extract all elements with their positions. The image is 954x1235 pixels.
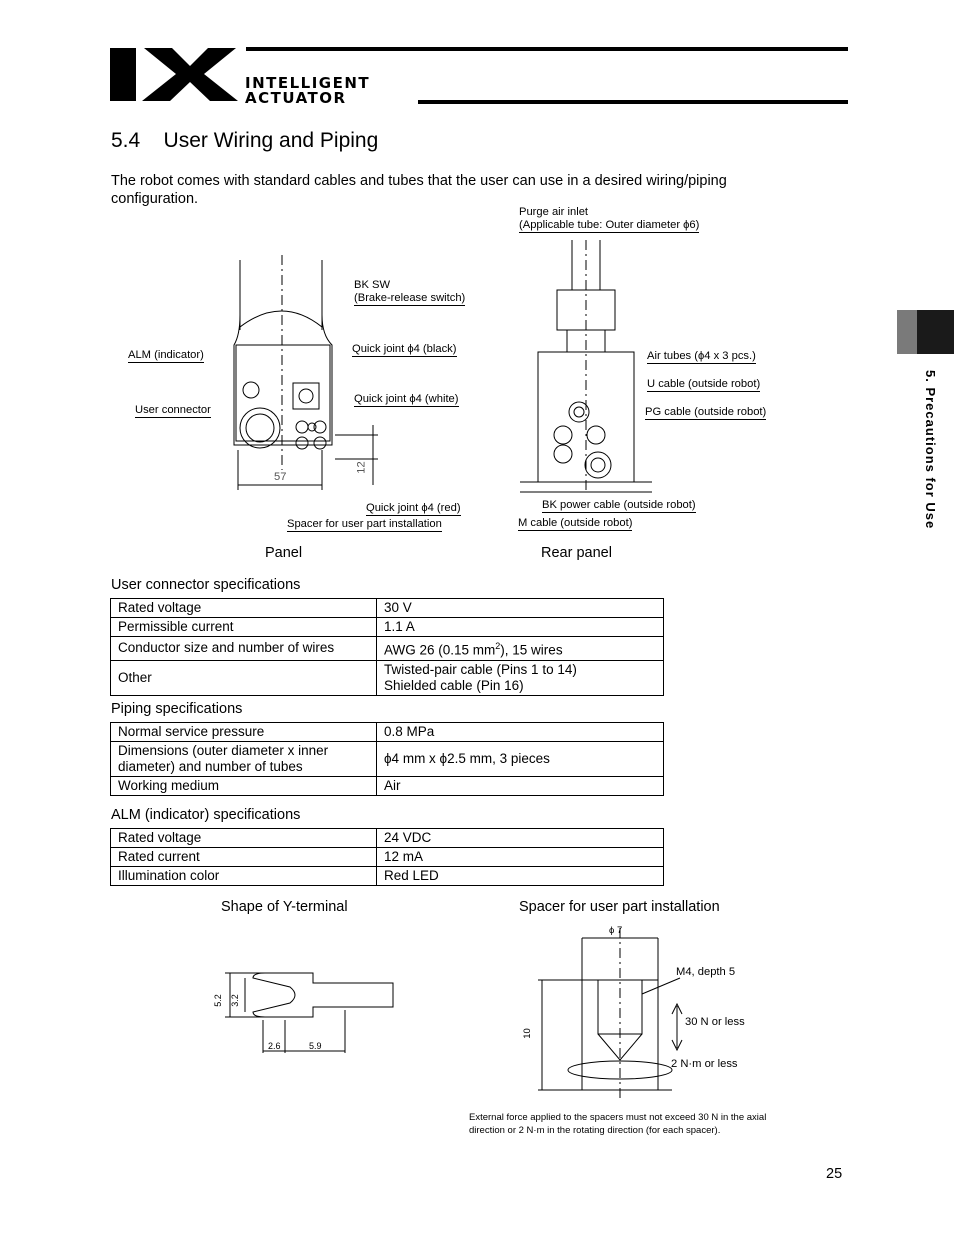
dim-57: 57 [274,471,287,483]
table-row [111,829,664,848]
table-row [111,660,664,695]
table-row [111,618,664,637]
spec-value: ϕ4 mm x ϕ2.5 mm, 3 pieces [377,742,664,777]
spec-key: Normal service pressure [111,723,377,742]
dim-5-2: 5.2 [212,994,223,1007]
spacer-caption: Spacer for user part installation [519,899,720,915]
spec-key-line: Dimensions (outer diameter x inner [118,743,329,758]
intro-paragraph: The robot comes with standard cables and tubes that the user can use in a desired wiring/piping configuration. [111,173,727,207]
quick-joint-white-label: Quick joint ϕ4 (white) [354,393,459,405]
side-tab-shade [897,310,919,354]
phi-7-label: ϕ 7 [609,925,623,936]
spec-key: Rated current [111,848,377,867]
spec-value [377,637,664,661]
side-tab-marker [917,310,954,354]
air-tubes-label: Air tubes (ϕ4 x 3 pcs.) [647,350,756,362]
alm-label: ALM (indicator) [128,349,204,361]
spec-value-line: Twisted-pair cable (Pins 1 to 14) [384,661,577,677]
spec-value [377,660,664,695]
table-row [111,867,664,886]
purge-air-label [519,206,699,233]
dim-12: 12 [355,461,368,474]
side-tab-label: 5. Precautions for Use [923,370,938,530]
force-limit-label: 30 N or less [685,1016,745,1028]
m4-depth-label: M4, depth 5 [676,966,736,978]
purge-air-desc: (Applicable tube: Outer diameter ϕ6) [519,219,700,231]
spec-value: 24 VDC [377,829,664,848]
logo-line-2: ACTUATOR [245,89,347,107]
pg-cable-label: PG cable (outside robot) [645,406,767,418]
alm-specs-table [110,828,664,886]
page-number: 25 [826,1166,843,1182]
spec-value: Red LED [377,867,664,886]
rear-panel-caption: Rear panel [541,545,612,561]
user-connector-specs-table [110,598,664,696]
quick-joint-black-label: Quick joint ϕ4 (black) [352,343,457,355]
alm-specs-title: ALM (indicator) specifications [111,807,301,823]
spacer-note: External force applied to the spacers must not exceed 30 N in the axial direction or 2 N·m in the rotating direction (for each spacer). [469,1112,767,1136]
dim-2-6: 2.6 [268,1041,281,1051]
piping-specs-table [110,722,664,796]
spec-value: Air [377,777,664,796]
dim-5-9: 5.9 [309,1041,322,1051]
header-rule-bottom [418,100,848,104]
table-row [111,848,664,867]
spec-value: 12 mA [377,848,664,867]
dim-3-2: 3.2 [229,994,240,1007]
ix-logo [110,44,250,104]
rear-panel-drawing [515,240,715,500]
spec-value: 30 V [377,599,664,618]
spec-value-pre: AWG 26 (0.15 mm [384,642,496,658]
bk-sw-label [354,279,465,306]
torque-limit-label: 2 N·m or less [671,1058,738,1070]
spec-value-post: ), 15 wires [500,642,563,658]
spec-key: Illumination color [111,867,377,886]
table-row [111,637,664,661]
bk-sw-desc: (Brake-release switch) [354,292,466,304]
spec-key: Rated voltage [111,829,377,848]
panel-caption: Panel [265,545,303,561]
bk-power-cable-label: BK power cable (outside robot) [542,499,696,511]
u-cable-label: U cable (outside robot) [647,378,761,390]
header-rule-top [246,47,848,51]
bk-sw-title: BK SW [354,279,391,291]
spec-value-sup: 2 [495,641,501,651]
spec-key: Other [111,660,377,695]
spacer-label: Spacer for user part installation [287,518,442,530]
spec-key-line: diameter) and number of tubes [118,759,303,774]
table-row [111,777,664,796]
spec-key: Working medium [111,777,377,796]
spec-key [111,742,377,777]
table-row [111,742,664,777]
spec-value: 0.8 MPa [377,723,664,742]
spec-key: Permissible current [111,618,377,637]
section-title: 5.4 User Wiring and Piping [111,129,379,152]
table-row [111,599,664,618]
m-cable-label: M cable (outside robot) [518,517,633,529]
spec-value-line: Shielded cable (Pin 16) [384,677,524,693]
spec-key: Rated voltage [111,599,377,618]
spec-value: 1.1 A [377,618,664,637]
table-row [111,723,664,742]
quick-joint-red-label: Quick joint ϕ4 (red) [366,502,461,514]
spec-key: Conductor size and number of wires [111,637,377,661]
purge-air-title: Purge air inlet [519,206,589,218]
user-connector-label: User connector [135,404,211,416]
y-terminal-caption: Shape of Y-terminal [221,899,348,915]
user-connector-specs-title: User connector specifications [111,577,301,593]
piping-specs-title: Piping specifications [111,701,243,717]
spacer-drawing [520,928,760,1098]
logo-text [245,76,370,106]
logo-line-1: INTELLIGENT [245,74,371,92]
dim-10: 10 [521,1028,533,1039]
